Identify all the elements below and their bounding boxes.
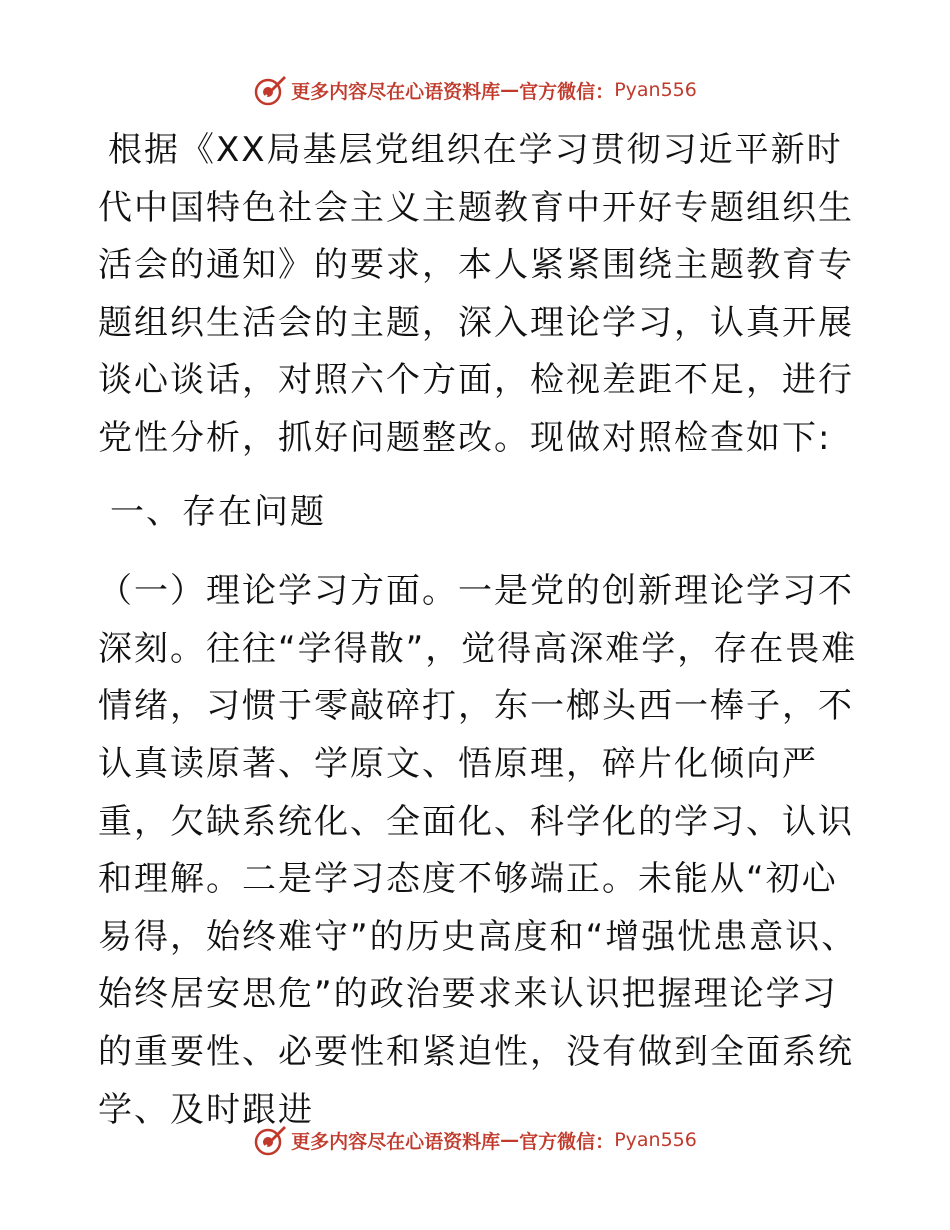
watermark-separator: —	[500, 79, 520, 101]
watermark-label: 官方微信：	[519, 1130, 615, 1153]
watermark-title: 更多内容尽在心语资料库	[291, 80, 501, 103]
section-paragraph: （一）理论学习方面。一是党的创新理论学习不深刻。往往“学得散”，觉得高深难学，存在畏难情绪，习惯于零敲碎打，东一榔头西一棒子，不认真读原著、学原文、悟原理，碎片化倾向严重，欠缺系统化、全面化、科学化的学习、认识和理解。二是学习态度不够端正。未能从“初心易得，始终难守”的历史高度和“增强忧患意识、始终居安思危”的政治要求来认识把握理论学习的重要性、必要性和紧迫性，没有做到全面系统学、及时跟进	[98, 571, 858, 1130]
watermark-separator: —	[500, 1129, 520, 1151]
watermark-wechat-id: Pyan556	[614, 1129, 697, 1151]
section-heading: 一、存在问题	[110, 491, 326, 532]
watermark-wechat-id: Pyan556	[614, 79, 697, 101]
watermark-header	[0, 70, 950, 110]
watermark-title: 更多内容尽在心语资料库	[291, 1130, 501, 1153]
watermark-footer	[0, 1120, 950, 1160]
document-body	[98, 122, 858, 1139]
quill-pen-logo-icon	[253, 1123, 287, 1157]
quill-pen-logo-icon	[253, 73, 287, 107]
watermark-label: 官方微信：	[519, 80, 615, 103]
intro-paragraph: 根据《XX局基层党组织在学习贯彻习近平新时代中国特色社会主义主题教育中开好专题组织生活会的通知》的要求，本人紧紧围绕主题教育专题组织生活会的主题，深入理论学习，认真开展谈心谈话，对照六个方面，检视差距不足，进行党性分析，抓好问题整改。现做对照检查如下:	[98, 130, 854, 458]
